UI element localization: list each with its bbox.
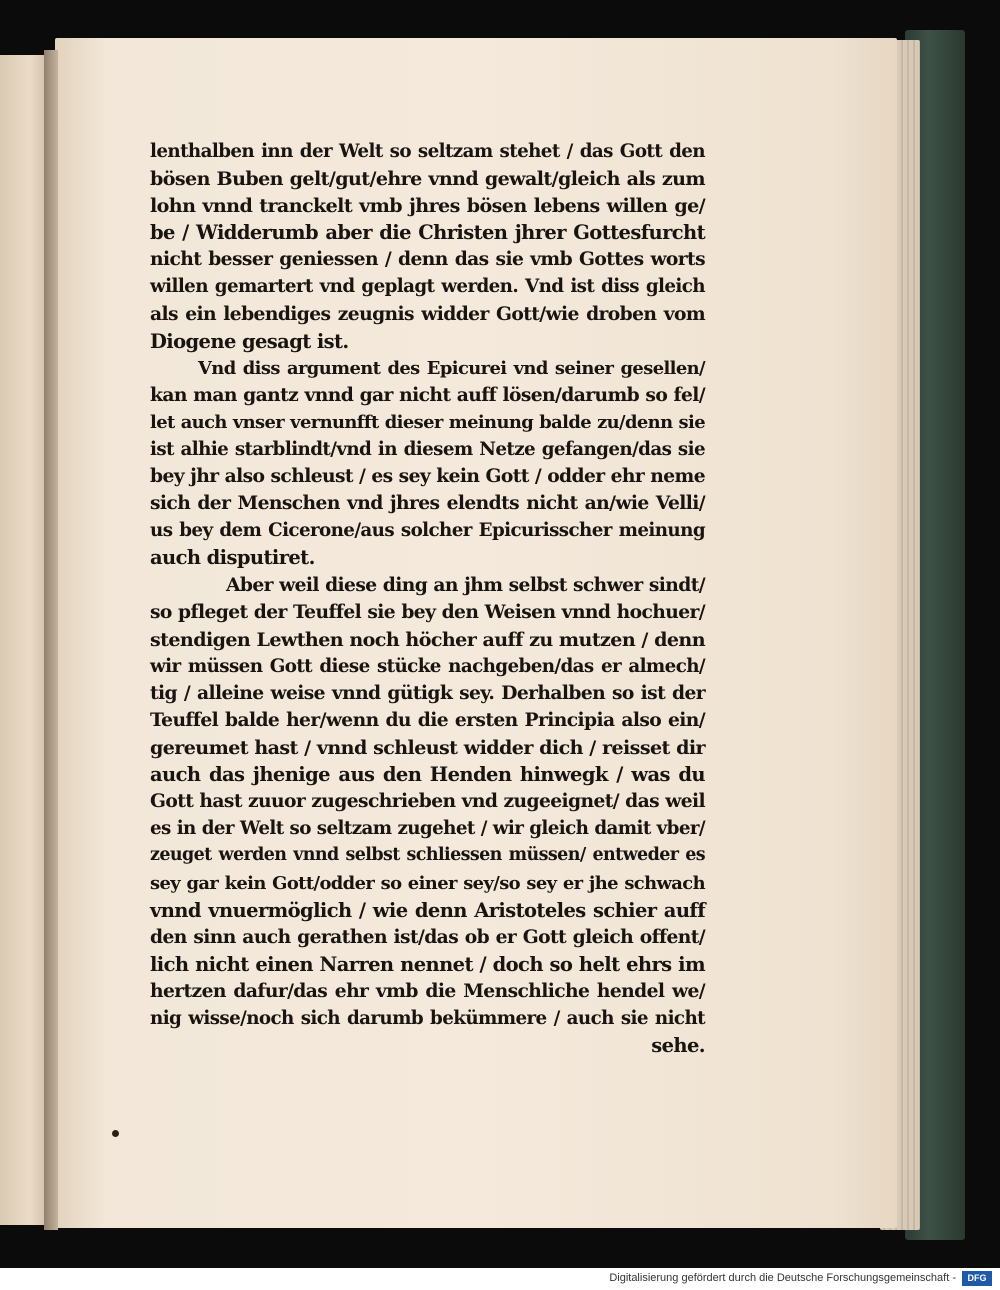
text-line: auch disputiret. [150,546,315,570]
text-line: Teuffel balde her/wenn du die ersten Principia also ein/ [150,708,705,731]
text-line: vnnd vnuermöglich / wie denn Aristoteles schier auff [150,898,705,922]
text-line: Gott hast zuuor zugeschrieben vnd zugeeignet/ das weil [150,790,705,813]
text-line: gereumet hast / vnnd schleust widder dich / reisset dir [150,736,705,760]
ink-spot [112,1130,119,1137]
text-line: let auch vnser vernunfft dieser meinung balde zu/denn sie [150,411,705,433]
text-line: Diogene gesagt ist. [150,329,349,353]
text-line: so pfleget der Teuffel sie bey den Weisen vnnd hochuer/ [150,600,705,623]
text-line: wir müssen Gott diese stücke nachgeben/das er almech/ [150,655,705,677]
text-line: bey jhr also schleust / es sey kein Gott / odder ehr neme [150,465,705,488]
text-line: be / Widderumb aber die Christen jhrer Gottesfurcht [150,221,705,245]
text-line: kan man gantz vnnd gar nicht auff lösen/darumb so fel/ [150,383,705,406]
text-line: hertzen dafur/das ehr vmb die Menschliche hendel we/ [150,979,705,1002]
page-text [150,138,705,1059]
text-line: lohn vnnd tranckelt vmb jhres bösen lebens willen ge/ [150,194,705,218]
footer-credit: Digitalisierung gefördert durch die Deutsche Forschungsgemeinschaft - [609,1272,956,1284]
text-line: tig / alleine weise vnnd gütigk sey. Derhalben so ist der [150,681,705,704]
text-line: lenthalben inn der Welt so seltzam stehet / das Gott den [150,141,705,162]
footer-bar [0,1268,1000,1290]
text-line: Vnd diss argument des Epicurei vnd seiner gesellen/ [198,357,705,379]
text-line: willen gemartert vnd geplagt werden. Vnd ist diss gleich [150,276,705,298]
left-page [0,55,50,1225]
text-line: ist alhie starblindt/vnd in diesem Netze gefangen/das sie [150,439,705,461]
book-gutter [44,50,58,1230]
text-line: nicht besser geniessen / denn das sie vmb Gottes worts [150,248,705,271]
dfg-logo: DFG [962,1271,992,1286]
text-line: nig wisse/noch sich darumb bekümmere / auch sie nicht [150,1008,705,1029]
text-line: bösen Buben gelt/gut/ehre vnnd gewalt/gleich als zum [150,167,705,191]
text-line: es in der Welt so seltzam zugehet / wir gleich damit vber/ [150,818,705,840]
text-line: sich der Menschen vnd jhres elendts nicht an/wie Velli/ [150,492,705,515]
text-line: auch das jhenige aus den Henden hinwegk / was du [150,763,705,787]
text-line: als ein lebendiges zeugnis widder Gott/wie droben vom [150,302,705,325]
text-line: den sinn auch gerathen ist/das ob er Gott gleich offent/ [150,925,705,948]
text-line: zeuget werden vnnd selbst schliessen müssen/ entweder es [150,845,705,866]
text-line: stendigen Lewthen noch höcher auff zu mutzen / denn [150,627,705,651]
text-line: Aber weil diese ding an jhm selbst schwer sindt/ [226,573,705,596]
text-line: us bey dem Cicerone/aus solcher Epicurisscher meinung [150,520,705,542]
catchword: sehe. [651,1034,705,1058]
text-line: lich nicht einen Narren nennet / doch so helt ehrs im [150,952,705,976]
text-line: sey gar kein Gott/odder so einer sey/so sey er jhe schwach [150,872,705,894]
